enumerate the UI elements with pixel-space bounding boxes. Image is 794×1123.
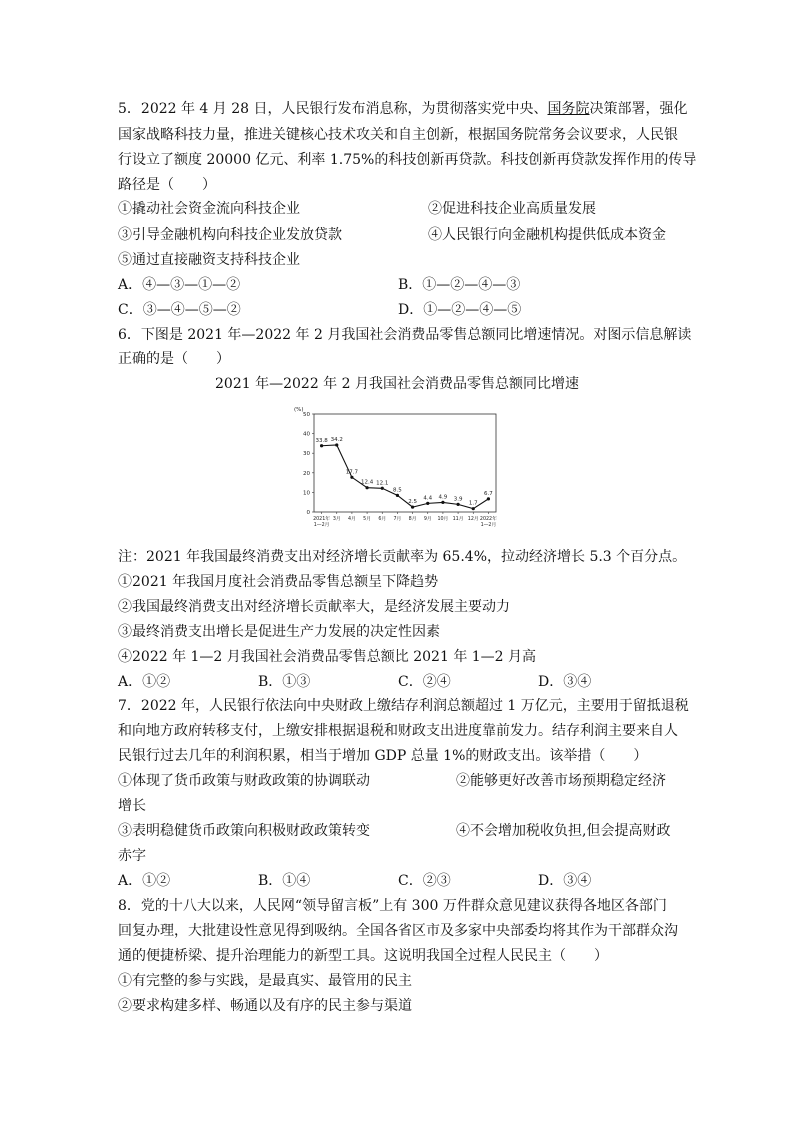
y-tick-label: 30 — [303, 451, 310, 458]
x-tick-label: 12月 — [467, 517, 479, 522]
x-tick-label: 9月 — [423, 517, 432, 522]
x-tick-label: 5月 — [363, 517, 372, 522]
q6-choice-a: A．①② — [118, 674, 171, 690]
data-label: 6.7 — [484, 490, 493, 497]
x-tick-label: 4月 — [347, 517, 356, 522]
q8-line-3: 通的便捷桥梁、提升治理能力的新型工具。这说明我国全过程人民民主（ ） — [118, 948, 608, 964]
x-tick-label: 2021年 — [313, 517, 331, 522]
data-label: 12.4 — [360, 479, 374, 486]
series-line — [322, 445, 489, 509]
q7-item-3: ③表明稳健货币政策向积极财政政策转变 — [118, 823, 370, 839]
x-tick-label: 10月 — [437, 517, 449, 522]
x-tick-label: 7月 — [393, 517, 402, 522]
q6-choice-d: D．③④ — [538, 674, 592, 690]
q5-item-1: ①撬动社会资金流向科技企业 — [118, 201, 300, 217]
q5-line-2: 国家战略科技力量，推进关键核心技术攻关和自主创新，根据国务院常务会议要求，人民银 — [118, 127, 678, 143]
q6-item-2: ②我国最终消费支出对经济增长贡献率大，是经济发展主要动力 — [118, 599, 510, 615]
q7-choice-b: B．①④ — [258, 873, 311, 889]
q6-choice-c: C．②④ — [398, 674, 451, 690]
q7-item-1: ①体现了货币政策与财政政策的协调联动 — [118, 773, 370, 789]
q5-choice-d: D．①—②—④—⑤ — [398, 302, 522, 318]
data-point — [335, 443, 338, 446]
q7-item-4: ④不会增加税收负担,但会提高财政 — [456, 823, 671, 839]
data-label: 12.1 — [376, 480, 389, 487]
x-tick-label: 8月 — [408, 517, 417, 522]
q8-item-2: ②要求构建多样、畅通以及有序的民主参与渠道 — [118, 998, 412, 1014]
data-label: 17.7 — [345, 469, 359, 476]
x-tick-label: 1—2月 — [313, 523, 330, 528]
q8-item-1: ①有完整的参与实践，是最真实、最管用的民主 — [118, 973, 412, 989]
q8-line-1: 8．党的十八大以来，人民网“领导留言板”上有 300 万件群众意见建议获得各地区各部门 — [118, 898, 667, 914]
q7-choice-a: A．①② — [118, 873, 171, 889]
q5-choice-b: B．①—②—④—③ — [398, 277, 521, 293]
data-point — [487, 497, 490, 500]
q5-choice-a: A．④—③—①—② — [118, 277, 241, 293]
data-point — [396, 494, 399, 497]
data-point — [472, 507, 475, 510]
q7-item-4-cont: 赤字 — [118, 848, 146, 864]
q5-item-2: ②促进科技企业高质量发展 — [428, 201, 596, 217]
data-label: 33.8 — [315, 437, 328, 444]
q6-item-4: ④2022 年 1—2 月我国社会消费品零售总额比 2021 年 1—2 月高 — [118, 649, 537, 665]
q7-item-2-cont: 增长 — [118, 798, 146, 814]
y-tick-label: 0 — [306, 510, 310, 516]
line-chart — [292, 404, 504, 536]
data-label: 4.4 — [423, 495, 433, 502]
x-tick-label: 3月 — [332, 517, 341, 522]
q7-choice-c: C．②③ — [398, 873, 451, 889]
chart-title: 2021 年—2022 年 2 月我国社会消费品零售总额同比增速 — [215, 376, 579, 392]
q6-line-2: 正确的是（ ） — [118, 351, 230, 367]
y-tick-label: 50 — [303, 412, 310, 418]
q5-item-4: ④人民银行向金融机构提供低成本资金 — [428, 227, 666, 243]
data-label: 34.2 — [330, 436, 343, 443]
x-tick-label: 1—2月 — [480, 523, 497, 528]
x-tick-label: 11月 — [452, 517, 464, 522]
data-point — [411, 506, 414, 509]
q6-choice-b: B．①③ — [258, 674, 311, 690]
data-point — [456, 503, 459, 506]
q7-choice-d: D．③④ — [538, 873, 592, 889]
q6-note: 注：2021 年我国最终消费支出对经济增长贡献率为 65.4%，拉动经济增长 5.3 个百分点。 — [118, 549, 687, 565]
y-unit-label: (%) — [294, 407, 304, 413]
data-point — [365, 486, 368, 489]
plot-frame — [314, 414, 496, 512]
q7-item-2: ②能够更好改善市场预期稳定经济 — [456, 773, 666, 789]
q5-underlined-term: 国务院 — [547, 101, 590, 117]
x-tick-label: 2022年 — [479, 517, 497, 522]
q6-item-3: ③最终消费支出增长是促进生产力发展的决定性因素 — [118, 624, 440, 640]
data-label: 3.9 — [453, 496, 463, 503]
q6-item-1: ①2021 年我国月度社会消费品零售总额呈下降趋势 — [118, 574, 439, 590]
q5-item-3: ③引导金融机构向科技企业发放贷款 — [118, 227, 342, 243]
data-label: 1.7 — [468, 500, 478, 507]
q6-line-1: 6．下图是 2021 年—2022 年 2 月我国社会消费品零售总额同比增速情况。对图示信息解读 — [118, 327, 692, 343]
q7-line-3: 民银行过去几年的利润积累，相当于增加 GDP 总量 1%的财政支出。该举措（ ） — [118, 748, 648, 764]
q5-text: 决策部署，强化 — [589, 101, 688, 117]
data-point — [320, 444, 323, 447]
y-tick-label: 20 — [303, 470, 310, 477]
q7-line-1: 7．2022 年，人民银行依法向中央财政上缴结存利润总额超过 1 万亿元，主要用于留抵退税 — [118, 698, 689, 714]
data-point — [441, 501, 444, 504]
q5-line-3: 行设立了额度 20000 亿元、利率 1.75%的科技创新再贷款。科技创新再贷款发挥作用的传导 — [118, 152, 697, 168]
q5-choice-c: C．③—④—⑤—② — [118, 302, 241, 318]
x-tick-label: 6月 — [378, 517, 387, 522]
y-tick-label: 10 — [303, 490, 310, 497]
q8-line-2: 回复办理，大批建设性意见得到吸纳。全国各省区市及多家中央部委均将其作为干部群众沟 — [118, 923, 678, 939]
data-point — [350, 476, 353, 479]
q5-line-1 — [118, 100, 688, 118]
data-point — [426, 502, 429, 505]
data-label: 2.5 — [408, 499, 417, 506]
q5-text: 5．2022 年 4 月 28 日，人民银行发布消息称，为贯彻落实党中央、 — [118, 101, 548, 117]
q7-line-2: 和向地方政府转移支付，上缴安排根据退税和财政支出进度靠前发力。结存利润主要来自人 — [118, 723, 678, 739]
data-label: 4.9 — [438, 494, 448, 501]
q5-item-5: ⑤通过直接融资支持科技企业 — [118, 252, 300, 268]
data-label: 8.5 — [393, 487, 402, 494]
q5-line-4: 路径是（ ） — [118, 177, 216, 193]
data-point — [381, 487, 384, 490]
y-tick-label: 40 — [303, 431, 310, 438]
